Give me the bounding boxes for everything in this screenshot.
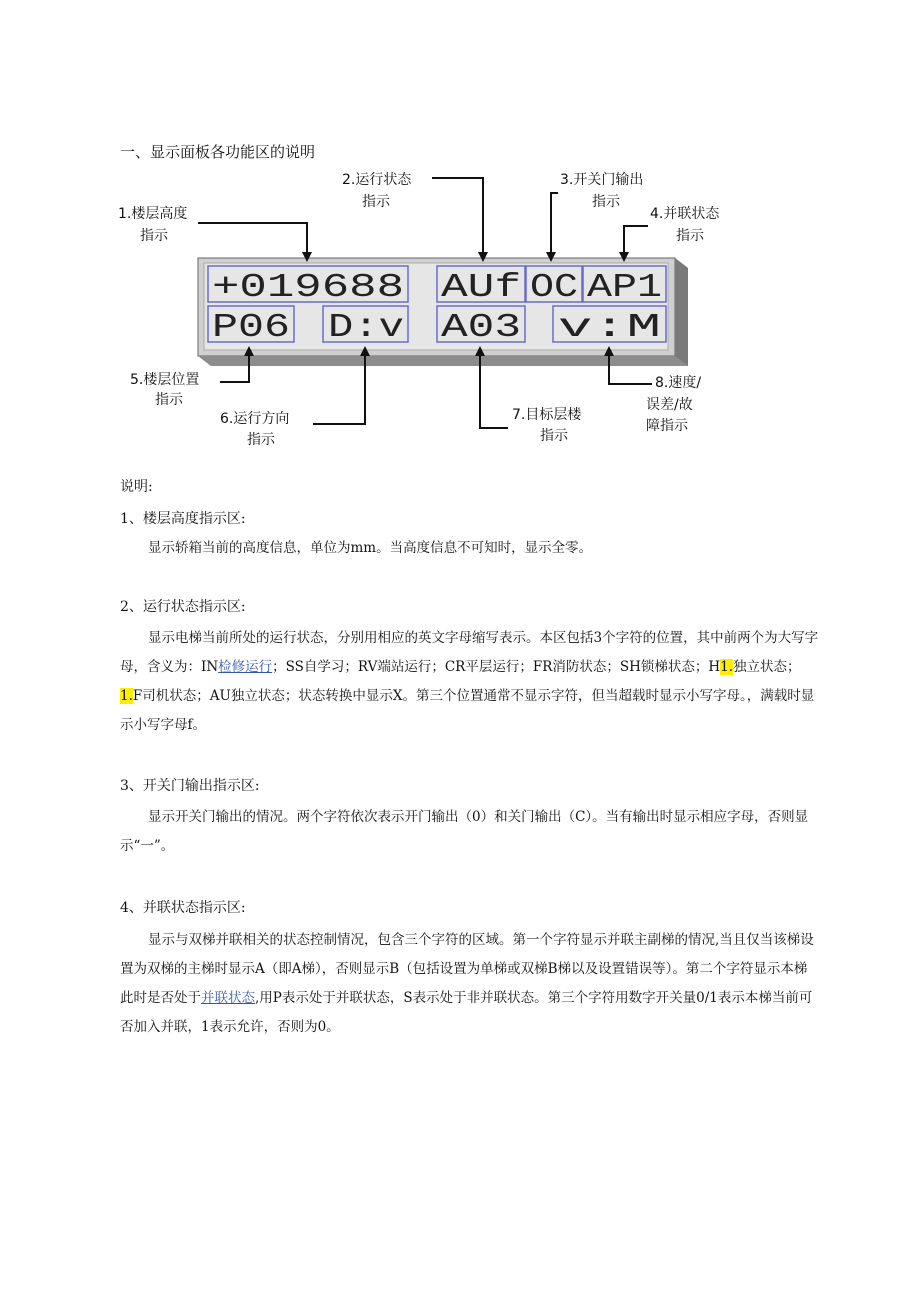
section-3-body: 显示开关门输出的情况。两个字符依次表示开门输出（0）和关门输出（C）。当有输出时显示相应字母，否则显示“一”。 xyxy=(120,809,809,854)
lcd-height-text: +019688 xyxy=(212,269,404,306)
arrow-parallel-state xyxy=(624,226,648,260)
highlight-2: 1. xyxy=(120,688,133,704)
maintenance-run-link[interactable]: 检修运行 xyxy=(218,659,273,675)
svg-text:指示: 指示 xyxy=(155,392,183,408)
lcd-door-text: OC xyxy=(530,269,578,306)
section-1-body: 显示轿箱当前的高度信息，单位为mm。当高度信息不可知时，显示全零。 xyxy=(148,540,593,556)
label-floor-position: 5.楼层位置 xyxy=(130,372,200,388)
lcd-run-state-text: AUf xyxy=(441,269,521,306)
label-floor-height: 1.楼层高度 xyxy=(118,206,188,222)
label-speed-error: 8.速度/ xyxy=(655,375,702,391)
lcd-direction-text: D:v xyxy=(328,309,404,346)
svg-text:误差/故: 误差/故 xyxy=(646,397,693,413)
svg-text:指示: 指示 xyxy=(540,428,568,444)
label-parallel-state: 4.并联状态 xyxy=(650,206,720,222)
display-panel-diagram xyxy=(110,160,750,460)
label-run-direction: 6.运行方向 xyxy=(220,411,290,427)
svg-text:指示: 指示 xyxy=(362,194,390,210)
section-4-title: 4、并联状态指示区: xyxy=(120,900,246,916)
highlight-1: 1. xyxy=(720,659,734,675)
label-run-state: 2.运行状态 xyxy=(342,172,412,188)
label-target-floor: 7.目标层楼 xyxy=(512,407,582,423)
svg-text:障指示: 障指示 xyxy=(646,418,688,434)
section-heading: 一、显示面板各功能区的说明 xyxy=(120,143,316,161)
lcd-floor-text: P06 xyxy=(212,309,290,346)
arrow-door-output xyxy=(551,193,558,260)
section-1-title: 1、楼层高度指示区: xyxy=(120,511,246,527)
svg-text:指示: 指示 xyxy=(247,432,275,448)
section-3-title: 3、开关门输出指示区: xyxy=(120,778,260,794)
label-door-output: 3.开关门输出 xyxy=(560,172,644,188)
section-4-body: 显示与双梯并联相关的状态控制情况，包含三个字符的区域。第一个字符显示并联主副梯的情况,当且仅当该梯设置为双梯的主梯时显示A（即A梯），否则显示B（包括设置为单梯或双梯B梯以及设置错误等）。第二个字符显示本梯此时是否处于并联状态,用P表示处于并联状态，S表示处于非并联状态。第三个字符用数字开关量0/1表示本梯当前可否加入并联，1表示允许，否则为0。 xyxy=(120,932,814,1035)
svg-text:指示: 指示 xyxy=(140,228,168,244)
parallel-state-link[interactable]: 并联状态 xyxy=(201,990,255,1006)
svg-text:指示: 指示 xyxy=(676,228,704,244)
lcd-parallel-text: AP1 xyxy=(587,269,662,306)
notes-label: 说明: xyxy=(120,479,153,495)
section-2-body: 显示电梯当前所处的运行状态，分别用相应的英文字母缩写表示。本区包括3个字符的位置，其中前两个为大写字母，含义为：IN检修运行；SS自学习；RV端站运行；CR平层运行；FR消防状态；SH锁梯状态；H1.独立状态；1.F司机状态；AU独立状态；状态转换中显示X。第三个位置通常不显示字符，但当超载时显示小写字母。，满载时显示小写字母f。 xyxy=(120,630,819,733)
lcd-target-text: A03 xyxy=(441,309,521,346)
section-2-title: 2、运行状态指示区: xyxy=(120,599,246,615)
lcd-speed-text: v:M xyxy=(558,309,661,346)
arrow-floor-height xyxy=(198,223,307,260)
svg-text:指示: 指示 xyxy=(592,194,620,210)
arrow-run-state xyxy=(432,178,483,260)
